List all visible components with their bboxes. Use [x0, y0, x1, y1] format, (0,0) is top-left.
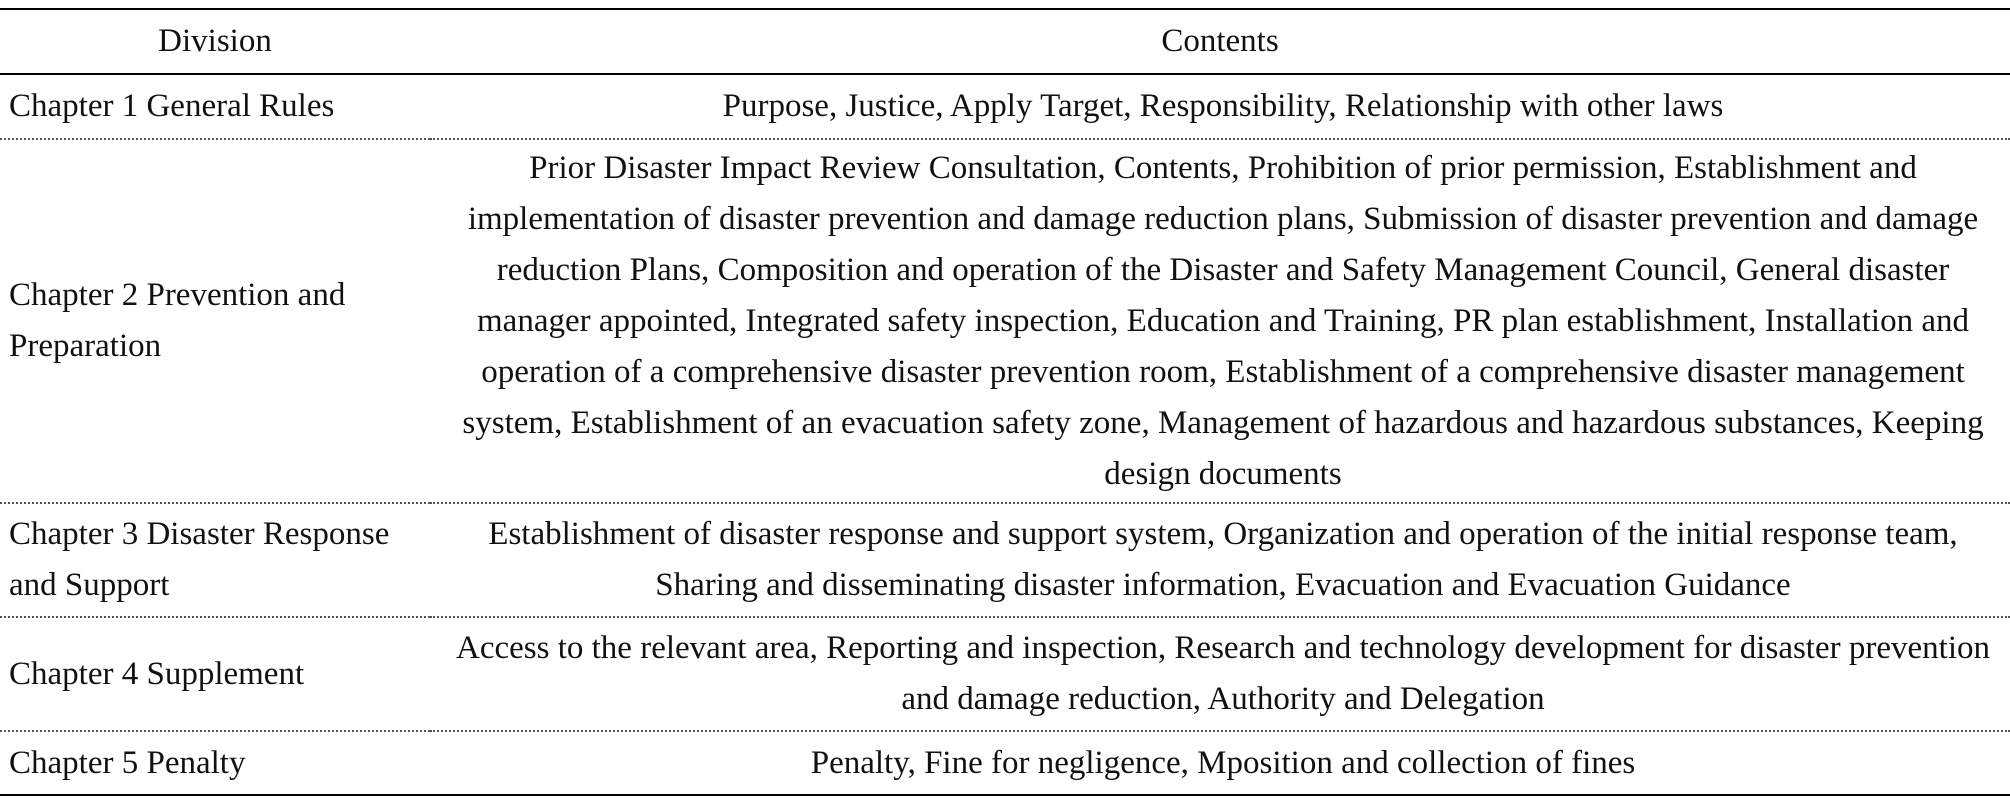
contents-cell: Prior Disaster Impact Review Consultation, Contents, Prohibition of prior permission, Establishment and implementation of disaster prevention and damage reduction plans, Submission of disaster prevention and damage reduction Plans, Composition and operation of the Disaster and Safety Management Council, General disaster manager appointed, Integrated safety inspection, Education and Training, PR plan establishment, Installation and operation of a comprehensive disaster prevention room, Establishment of a comprehensive disaster management system, Establishment of an evacuation safety zone, Management of hazardous and hazardous substances, Keeping design documents: [462, 149, 1984, 492]
table-row: [0, 617, 2010, 731]
chapter-contents-table: [0, 8, 2010, 796]
contents-cell: Purpose, Justice, Apply Target, Responsibility, Relationship with other laws: [722, 88, 1724, 124]
table-row: [0, 731, 2010, 795]
division-cell: Chapter 4 Supplement: [9, 655, 305, 692]
contents-cell: Penalty, Fine for negligence, Mposition and collection of fines: [810, 744, 1636, 781]
column-header-contents: Contents: [1161, 23, 1279, 59]
division-cell: Chapter 1 General Rules: [9, 88, 335, 124]
table-header-row: [0, 9, 2010, 74]
division-cell: Chapter 2 Prevention and Preparation: [9, 277, 346, 364]
contents-cell: Access to the relevant area, Reporting and inspection, Research and technology development for disaster prevention and damage reduction, Authority and Delegation: [456, 630, 1990, 717]
table-row: [0, 503, 2010, 617]
table-row: [0, 74, 2010, 139]
division-cell: Chapter 5 Penalty: [9, 744, 246, 781]
contents-cell: Establishment of disaster response and support system, Organization and operation of the initial response team, Sharing and disseminating disaster information, Evacuation and Evacuation Guidance: [488, 516, 1958, 603]
column-header-division: Division: [158, 23, 272, 59]
division-cell: Chapter 3 Disaster Response and Support: [9, 516, 390, 603]
chapter-table-container: [0, 8, 2010, 796]
table-row: [0, 139, 2010, 503]
